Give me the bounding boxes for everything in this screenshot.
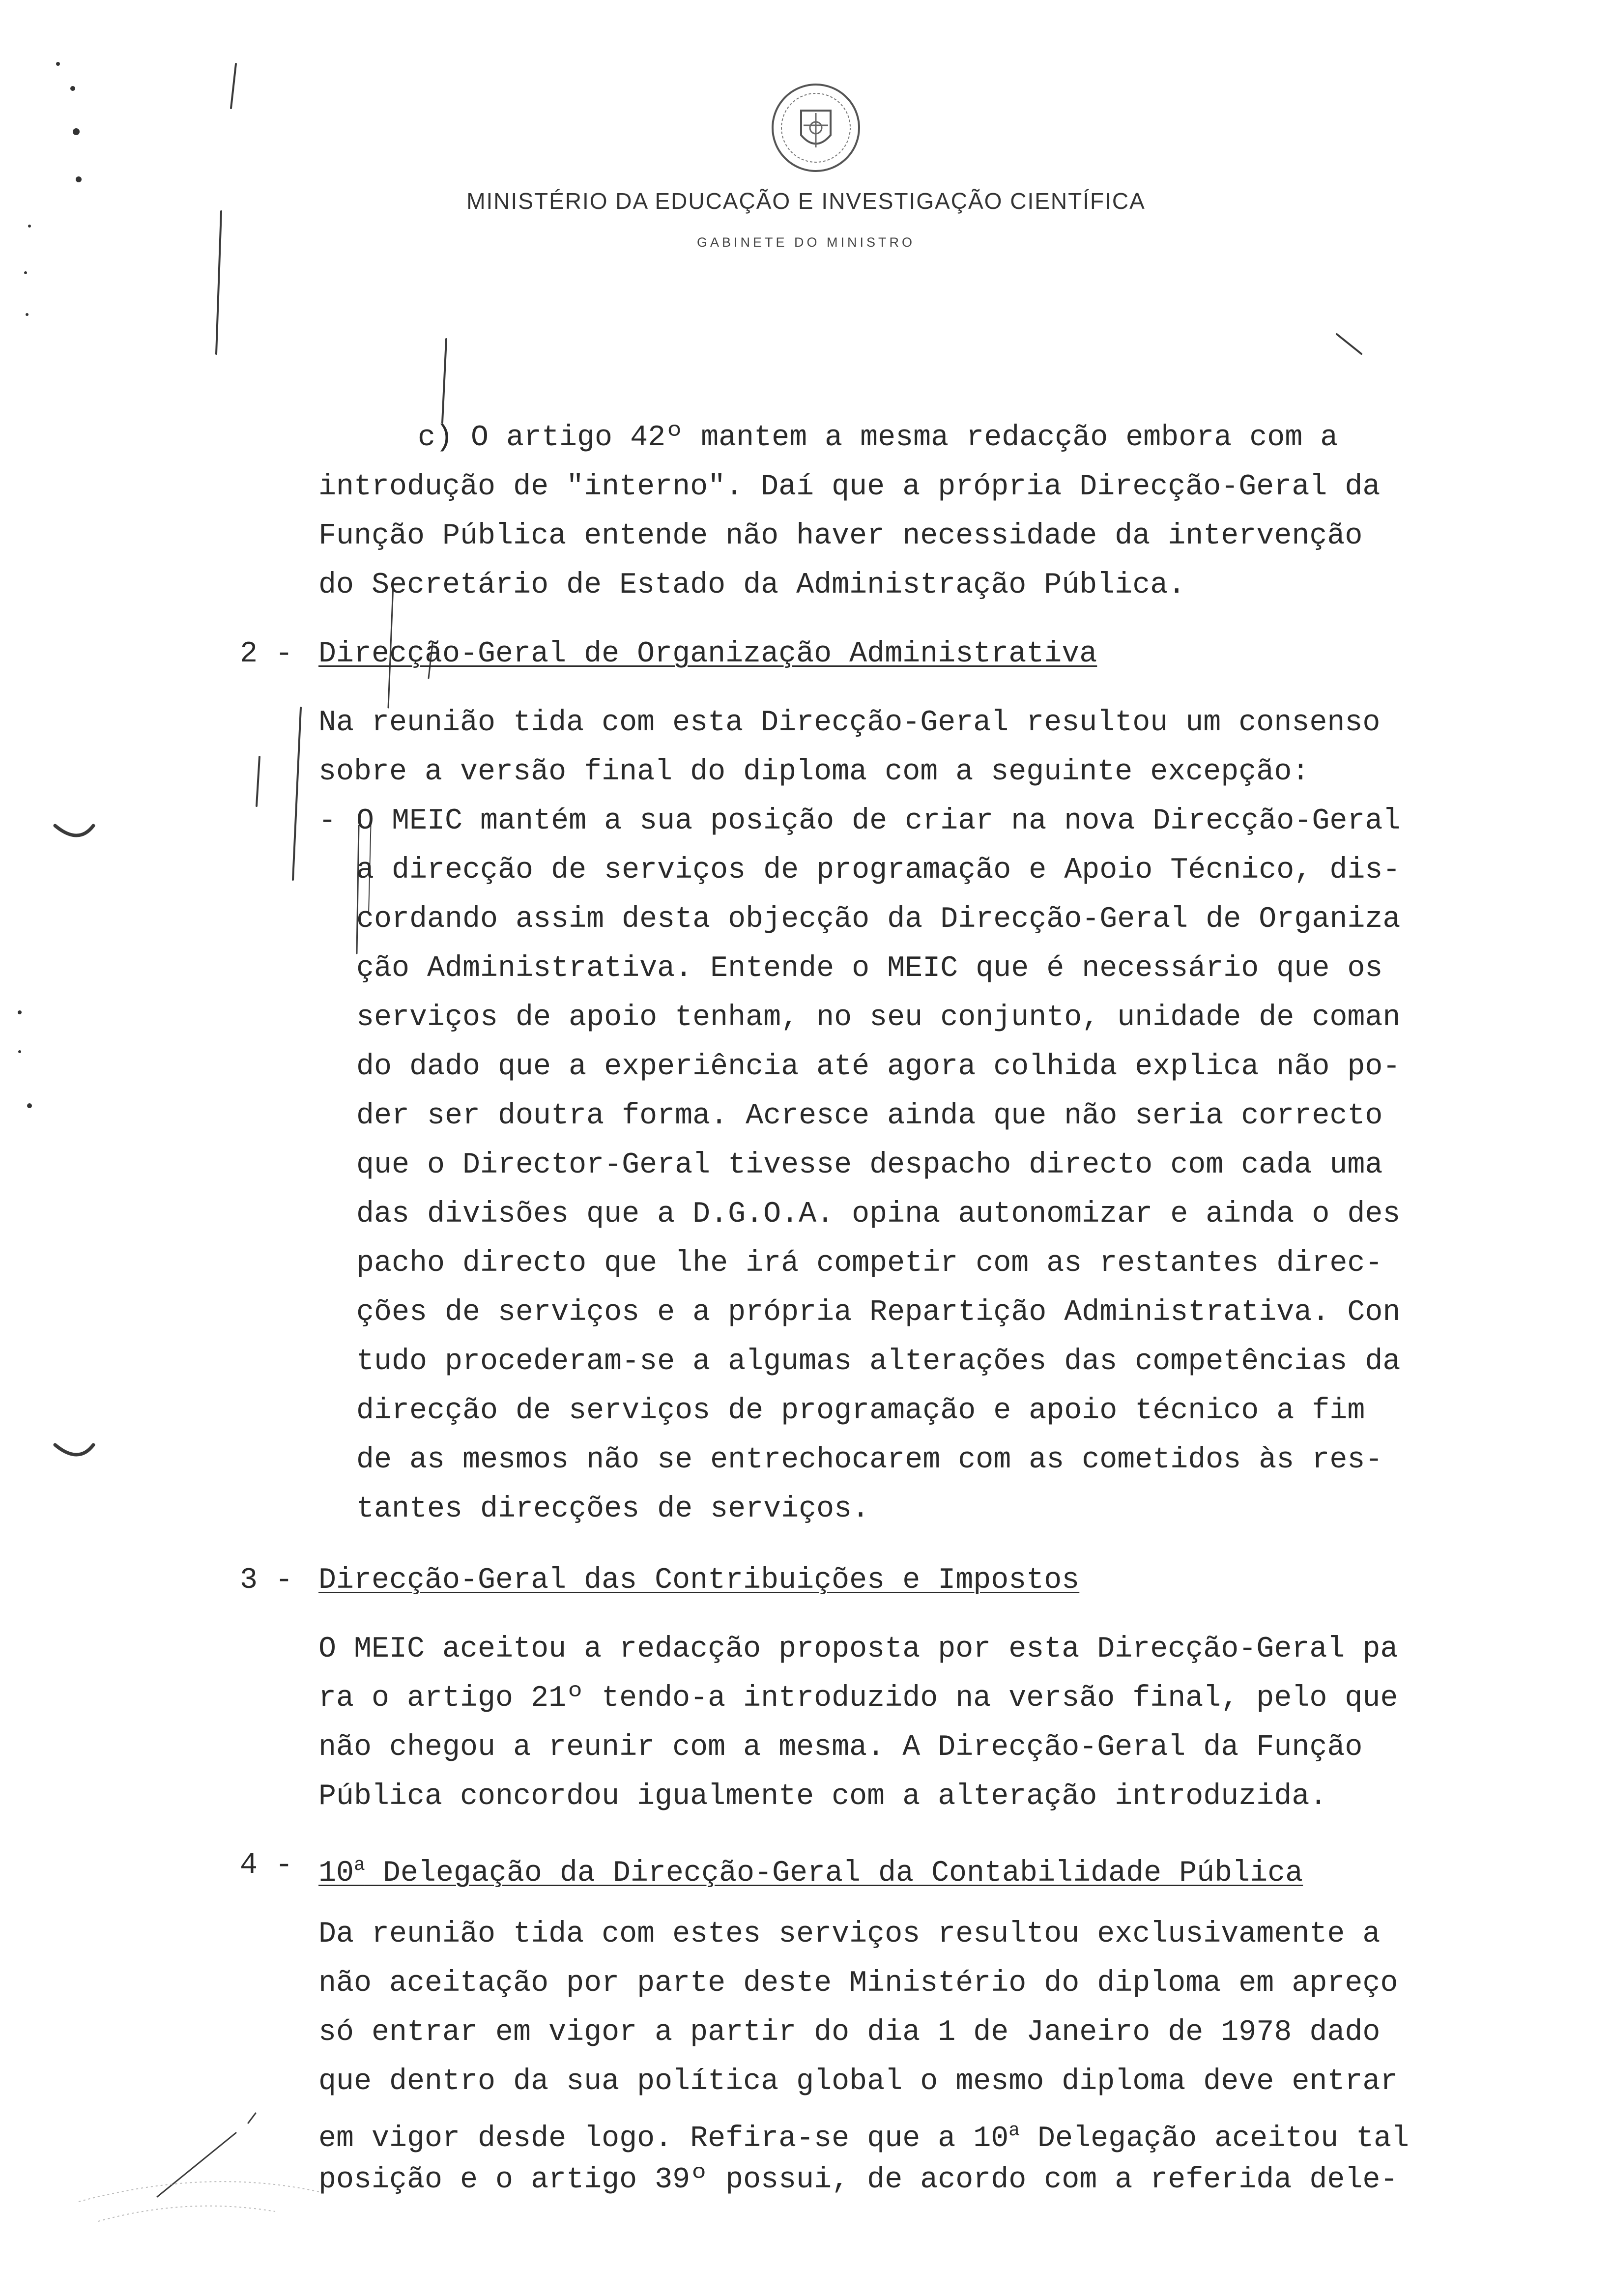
heading-rest: Delegação da Direcção-Geral da Contabilidade Pública <box>365 1857 1303 1890</box>
heading-ordinal: a <box>354 1855 365 1876</box>
text-line: Na reunião tida com esta Direcção-Geral resultou um consenso <box>318 706 1381 740</box>
text-line: ra o artigo 21º tendo-a introduzido na versão final, pelo que <box>318 1682 1398 1715</box>
ordinal-marker: a <box>1008 2120 1020 2141</box>
text-line: sobre a versão final do diploma com a seguinte excepção: <box>318 755 1310 789</box>
text-line: posição e o artigo 39º possui, de acordo com a referida dele- <box>318 2163 1398 2197</box>
text-line: pacho directo que lhe irá competir com as restantes direc- <box>356 1247 1383 1280</box>
text-line: O MEIC aceitou a redacção proposta por esta Direcção-Geral pa <box>318 1633 1398 1666</box>
text-line: Da reunião tida com estes serviços resultou exclusivamente a <box>318 1918 1381 1951</box>
text-line: que dentro da sua política global o mesmo diploma deve entrar <box>318 2065 1398 2098</box>
text-segment: Delegação aceitou tal <box>1020 2122 1410 2155</box>
text-line: não aceitação por parte deste Ministério do diploma em apreço <box>318 1967 1398 2000</box>
section-number: 3 - <box>240 1564 293 1597</box>
text-line: só entrar em vigor a partir do dia 1 de Janeiro de 1978 dado <box>318 2016 1381 2049</box>
text-line <box>318 2113 1410 2155</box>
text-line: Função Pública entende não haver necessidade da intervenção <box>318 519 1363 553</box>
text-line: do dado que a experiência até agora colhida explica não po- <box>356 1050 1401 1084</box>
section-number: 4 - <box>240 1849 293 1882</box>
ministry-name: MINISTÉRIO DA EDUCAÇÃO E INVESTIGAÇÃO CIENTÍFICA <box>466 188 1146 214</box>
list-bullet: - <box>318 804 337 838</box>
text-line: direcção de serviços de programação e apoio técnico a fim <box>356 1394 1365 1428</box>
heading-number: 10 <box>318 1857 354 1890</box>
section-heading: Direcção-Geral das Contribuições e Impostos <box>318 1564 1080 1597</box>
text-line: c) O artigo 42º mantem a mesma redacção embora com a <box>418 421 1338 455</box>
coat-of-arms-seal-icon <box>767 79 865 177</box>
text-line: tudo procederam-se a algumas alterações das competências da <box>356 1345 1401 1378</box>
text-line: cordando assim desta objecção da Direcção-Geral de Organiza <box>356 903 1401 936</box>
text-line: der ser doutra forma. Acresce ainda que não seria correcto <box>356 1099 1383 1133</box>
text-line: serviços de apoio tenham, no seu conjunto, unidade de coman <box>356 1001 1401 1034</box>
text-line: não chegou a reunir com a mesma. A Direcção-Geral da Função <box>318 1731 1363 1764</box>
text-line: das divisões que a D.G.O.A. opina autonomizar e ainda o des <box>356 1198 1401 1231</box>
text-line: O MEIC mantém a sua posição de criar na nova Direcção-Geral <box>356 804 1401 838</box>
cabinet-name: GABINETE DO MINISTRO <box>696 235 916 250</box>
text-line: ções de serviços e a própria Repartição Administrativa. Con <box>356 1296 1401 1329</box>
section-number: 2 - <box>240 637 293 671</box>
section-heading: Direcção-Geral de Organização Administrativa <box>318 637 1097 671</box>
text-line: de as mesmos não se entrechocarem com as cometidos às res- <box>356 1443 1383 1477</box>
text-line: ção Administrativa. Entende o MEIC que é necessário que os <box>356 952 1383 985</box>
text-line: introdução de "interno". Daí que a própria Direcção-Geral da <box>318 470 1381 504</box>
text-segment: em vigor desde logo. Refira-se que a 10 <box>318 2122 1009 2155</box>
text-line: do Secretário de Estado da Administração Pública. <box>318 569 1186 602</box>
text-line: Pública concordou igualmente com a alteração introduzida. <box>318 1780 1327 1813</box>
text-line: tantes direcções de serviços. <box>356 1492 870 1526</box>
section-heading <box>318 1848 1303 1890</box>
text-line: que o Director-Geral tivesse despacho directo com cada uma <box>356 1148 1383 1182</box>
text-line: a direcção de serviços de programação e Apoio Técnico, dis- <box>356 854 1401 887</box>
